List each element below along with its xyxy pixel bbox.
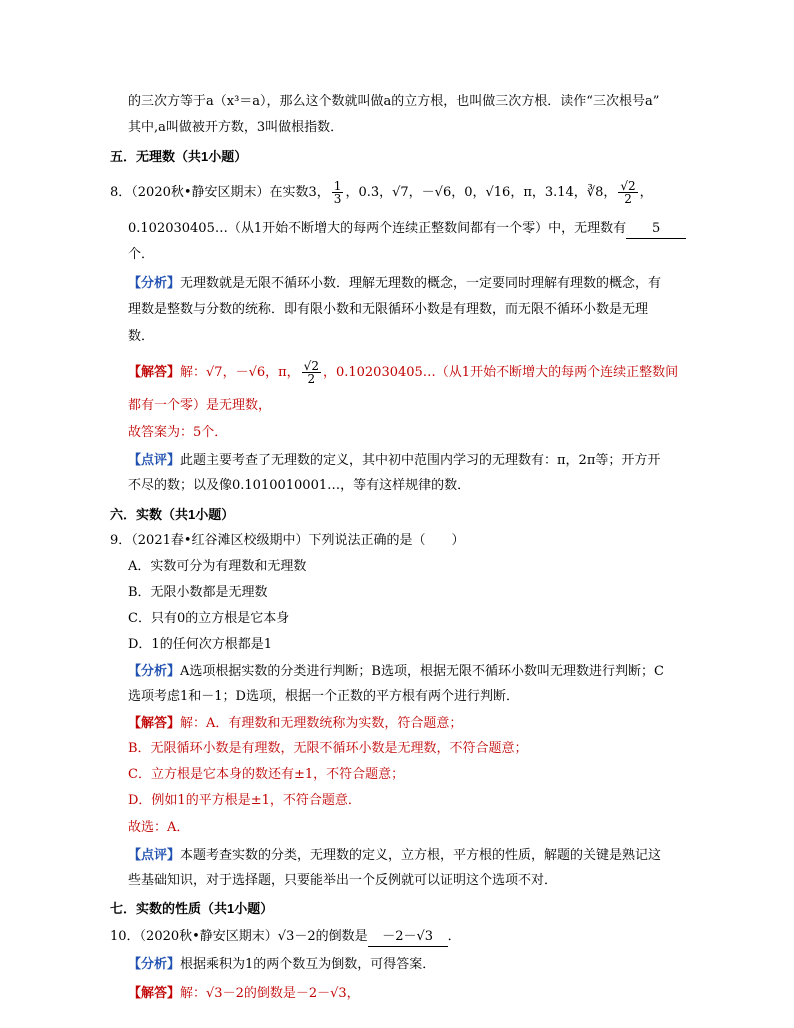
- solution-tag: 【解答】: [128, 715, 181, 730]
- analysis-line: 数．: [128, 329, 155, 344]
- comment-tag: 【点评】: [128, 847, 181, 862]
- body-text-line: 其中,a叫做被开方数，3叫做根指数．: [128, 120, 344, 135]
- analysis-tag: 【分析】: [128, 663, 181, 678]
- question-8-line3: 个．: [128, 247, 155, 262]
- analysis-text: 无理数就是无限不循环小数．理解无理数的概念，一定要同时理解有理数的概念，有: [180, 276, 662, 291]
- solution-text: 解：√7，－√6，π，: [180, 365, 300, 380]
- question-text: ．: [447, 929, 461, 944]
- solution-text: 解：A．有理数和无理数统称为实数，符合题意；: [180, 716, 463, 731]
- solution-line: [128, 714, 462, 733]
- analysis-tag: 【分析】: [128, 956, 181, 971]
- question-text: 8．（2020秋•静安区期末）在实数3，: [110, 185, 330, 200]
- analysis-line: [128, 955, 435, 974]
- option-a: A．实数可分为有理数和无理数: [128, 559, 307, 574]
- fraction: [332, 180, 344, 205]
- option-c: C．只有0的立方根是它本身: [128, 611, 290, 626]
- solution-line: [128, 360, 678, 385]
- analysis-tag: 【分析】: [128, 275, 181, 290]
- numerator: √2: [303, 359, 319, 373]
- denominator: 2: [307, 372, 316, 386]
- answer-blank: －2－√3: [368, 928, 448, 947]
- option-b: B．无限小数都是无理数: [128, 585, 268, 600]
- question-text: 0.102030405…（从1开始不断增大的每两个连续正整数间都有一个零）中，无理数有: [128, 221, 627, 236]
- solution-line: [128, 984, 360, 1003]
- comment-line: [128, 451, 660, 470]
- option-d: D．1的任何次方根都是1: [128, 637, 272, 652]
- solution-line: 都有一个零）是无理数，: [128, 398, 272, 413]
- analysis-line: 理数是整数与分数的统称．即有限小数和无限循环小数是有理数，而无限不循环小数是无理: [128, 302, 649, 317]
- section-heading: 七．实数的性质（共1小题）: [110, 901, 274, 916]
- question-8-line2: [128, 220, 686, 239]
- solution-text: ，0.102030405…（从1开始不断增大的每两个连续正整数间: [322, 365, 679, 380]
- analysis-line: 选项考虑1和－1；D选项，根据一个正数的平方根有两个进行判断．: [128, 689, 519, 704]
- denominator: 3: [333, 192, 342, 206]
- question-8-stem: 8．（2020秋•静安区期末）在实数3， $\frac{1}{3}$ ，0.3̇，√7，－√6，0，√16，π，3.14，∛8， $\frac{√2}{2}$ ，: [110, 179, 653, 206]
- comment-tag: 【点评】: [128, 452, 181, 467]
- section-heading: 六．实数（共1小题）: [110, 507, 235, 522]
- comment-line: 不尽的数；以及像0.1010010001…，等有这样规律的数．: [128, 478, 471, 493]
- comment-line: 些基础知识，对于选择题，只要能举出一个反例就可以证明这个选项不对．: [128, 873, 558, 888]
- solution-tag: 【解答】: [128, 985, 181, 1000]
- fraction: [302, 360, 321, 385]
- solution-line: D．例如1的平方根是±1，不符合题意．: [128, 793, 361, 808]
- fraction: [618, 180, 637, 205]
- analysis-line: [128, 662, 664, 681]
- question-10-stem: [110, 928, 461, 947]
- comment-text: 此题主要考查了无理数的定义，其中初中范围内学习的无理数有：π，2π等；开方开: [180, 453, 661, 468]
- numerator: √2: [620, 179, 636, 193]
- analysis-text: A选项根据实数的分类进行判断；B选项，根据无限不循环小数叫无理数进行判断；C: [180, 664, 664, 679]
- body-text-line: 的三次方等于a（x³＝a），那么这个数就叫做a的立方根，也叫做三次方根．读作“三次根号a”: [128, 94, 660, 109]
- analysis-text: 根据乘积为1的两个数互为倒数，可得答案．: [180, 957, 436, 972]
- question-text: 10．（2020秋•静安区期末）√3－2的倒数是: [110, 929, 368, 944]
- solution-text: 解：√3－2的倒数是－2－√3，: [180, 986, 360, 1001]
- comment-line: [128, 846, 661, 865]
- section-heading: 五．无理数（共1小题）: [110, 149, 248, 164]
- analysis-line: [128, 274, 661, 293]
- question-text: ，0.3̇，√7，－√6，0，√16，π，3.14，∛8，: [345, 185, 617, 200]
- answer-blank: 5: [626, 220, 686, 239]
- solution-tag: 【解答】: [128, 364, 181, 379]
- question-9-stem: 9．（2021春•红谷滩区校级期中）下列说法正确的是（ ）: [110, 533, 465, 548]
- denominator: 2: [624, 192, 632, 206]
- numerator: 1: [333, 179, 342, 193]
- solution-line: 故答案为：5个．: [128, 425, 228, 440]
- comment-text: 本题考查实数的分类，无理数的定义，立方根，平方根的性质，解题的关键是熟记这: [180, 848, 662, 863]
- solution-line: C．立方根是它本身的数还有±1，不符合题意；: [128, 767, 405, 782]
- solution-line: B．无限循环小数是有理数，无限不循环小数是无理数，不符合题意；: [128, 741, 528, 756]
- solution-line: 故选：A．: [128, 820, 190, 835]
